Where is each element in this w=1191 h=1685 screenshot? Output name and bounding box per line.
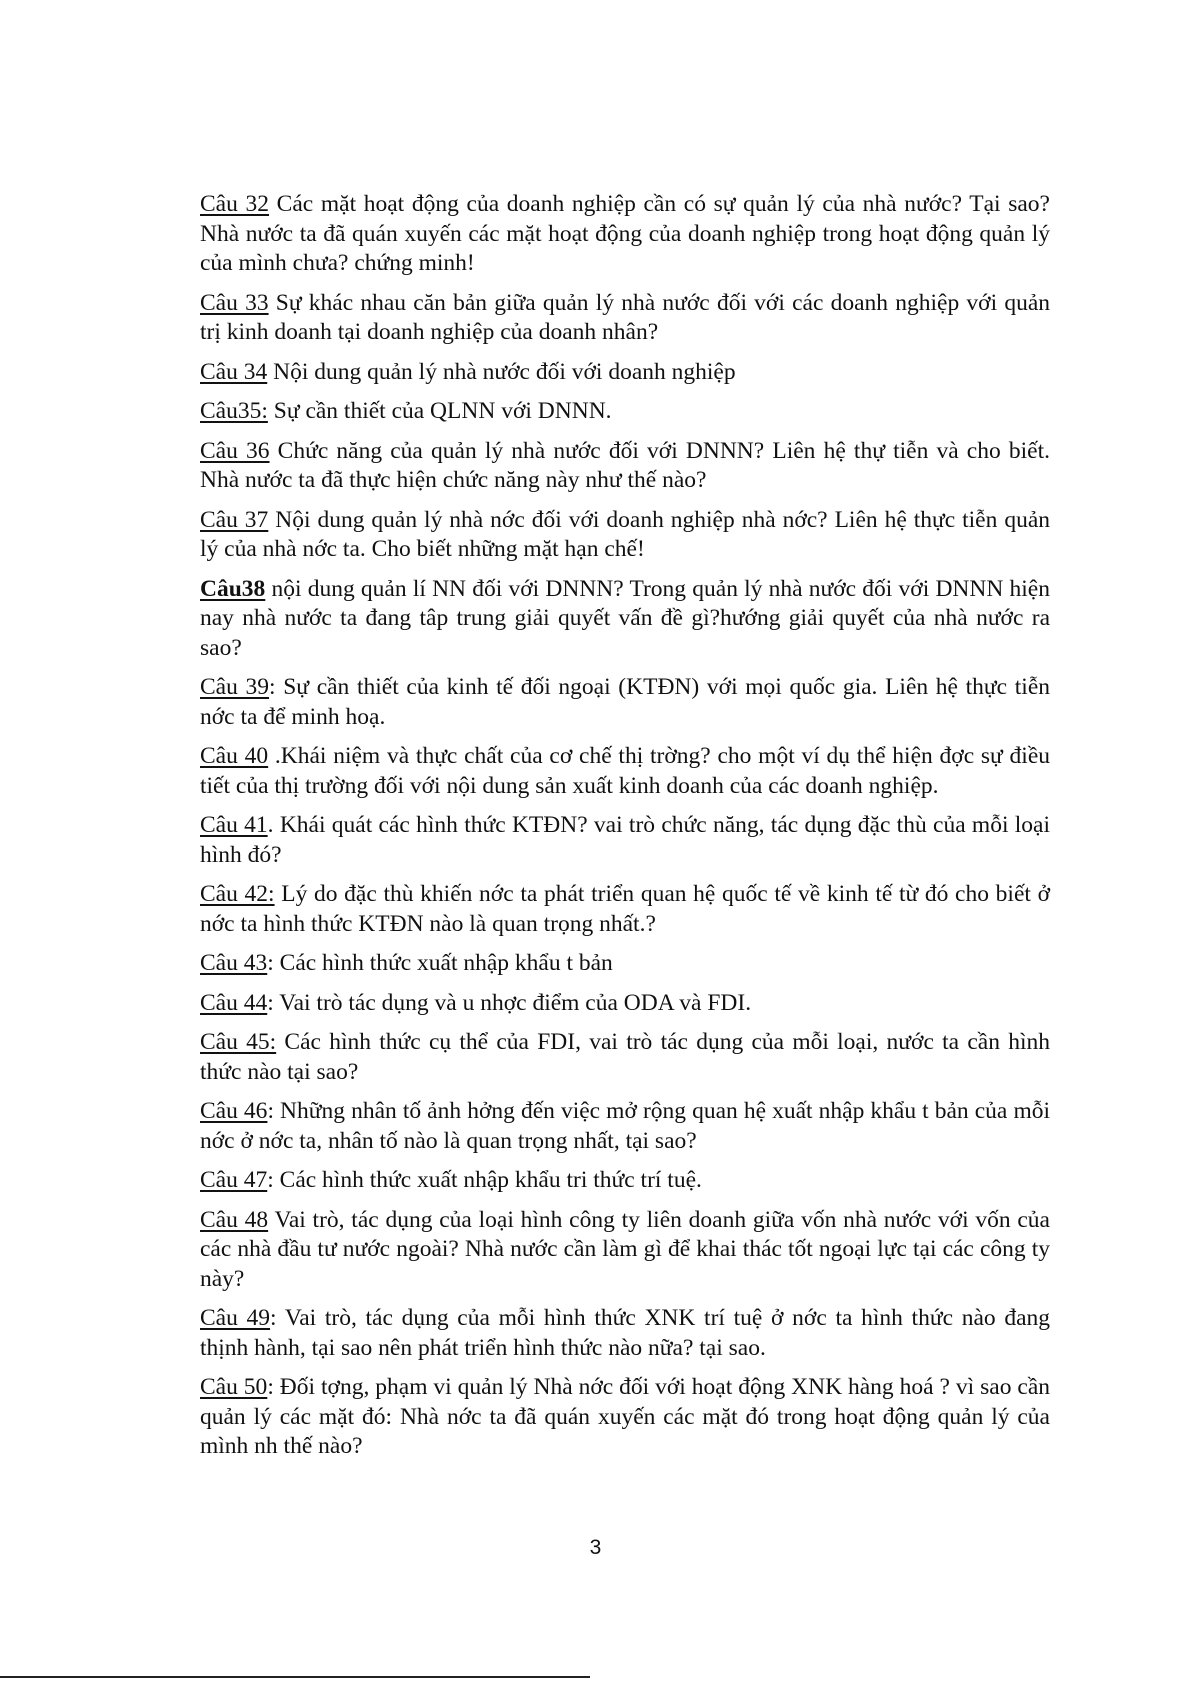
question-text: : Các hình thức xuất nhập khẩu tri thức trí tuệ.	[267, 1167, 702, 1193]
question-44	[200, 989, 1050, 1019]
question-text: Vai trò, tác dụng của loại hình công ty liên doanh giữa vốn nhà nước với vốn của các nhà đầu tư nước ngoài? Nhà nước cần làm gì để khai thác tốt ngoại lực tại các công ty này?	[200, 1206, 1050, 1292]
question-text: .Khái niệm và thực chất của cơ chế thị trờng? cho một ví dụ thể hiện đợc sự điều tiết của thị trường đối với nội dung sản xuất kinh doanh của các doanh nghiệp.	[200, 743, 1050, 799]
question-36	[200, 437, 1050, 496]
question-38	[200, 575, 1050, 664]
question-43	[200, 949, 1050, 979]
question-40	[200, 742, 1050, 801]
question-label: Câu 43	[200, 950, 268, 976]
question-text: nội dung quản lí NN đối với DNNN? Trong quản lý nhà nước đối với DNNN hiện nay nhà nước ta đang tâp trung giải quyết vấn đề gì?hướng giải quyết của nhà nước ra sao?	[200, 575, 1050, 661]
question-label: Câu 40	[200, 743, 269, 769]
question-label: Câu 44	[200, 989, 268, 1016]
question-text: Nội dung quản lý nhà nước đối với doanh nghiệp	[267, 358, 736, 385]
question-label: Câu 32	[200, 191, 270, 217]
question-text: : Sự cần thiết của kinh tế đối ngoại (KTĐN) với mọi quốc gia. Liên hệ thực tiễn nớc ta để minh hoạ.	[200, 674, 1050, 730]
question-text: Các mặt hoạt động của doanh nghiệp cần có sự quản lý của nhà nước? Tại sao? Nhà nước ta đã quán xuyến các mặt hoạt động của doanh nghiệp trong hoạt động quản lý của mình chưa? chứng minh!	[200, 191, 1050, 276]
question-text: . Khái quát các hình thức KTĐN? vai trò chức năng, tác dụng đặc thù của mỗi loại hình đó?	[200, 812, 1050, 868]
question-label: Câu 36	[200, 437, 270, 464]
question-text: : Các hình thức xuất nhập khẩu t bản	[267, 950, 613, 976]
question-47	[200, 1166, 1050, 1196]
question-48	[200, 1206, 1050, 1295]
question-label: Câu 48	[200, 1206, 269, 1233]
question-text: : Vai trò, tác dụng của mỗi hình thức XNK trí tuệ ở nớc ta hình thức nào đang thịnh hành, tại sao nên phát triển hình thức nào nữa? tại sao.	[200, 1305, 1050, 1361]
question-label: Câu38	[200, 575, 266, 602]
question-46	[200, 1097, 1050, 1156]
bottom-divider	[0, 1676, 590, 1678]
question-label: Câu 42:	[200, 881, 275, 907]
question-label: Câu 50	[200, 1374, 268, 1400]
question-text: Nội dung quản lý nhà nớc đối với doanh nghiệp nhà nớc? Liên hệ thực tiễn quản lý của nhà nớc ta. Cho biết những mặt hạn chế!	[200, 506, 1050, 562]
question-41	[200, 811, 1050, 870]
question-34	[200, 358, 1050, 388]
question-42	[200, 880, 1050, 939]
question-text: : Những nhân tố ảnh hởng đến việc mở rộng quan hệ xuất nhập khẩu t bản của mỗi nớc ở nớc ta, nhân tố nào là quan trọng nhất, tại sao?	[200, 1098, 1050, 1154]
page-number: 3	[589, 1536, 602, 1559]
question-label: Câu35:	[200, 398, 268, 424]
question-45	[200, 1028, 1050, 1087]
question-label: Câu 46	[200, 1098, 268, 1124]
question-text: Sự cần thiết của QLNN với DNNN.	[267, 398, 612, 424]
question-label: Câu 37	[200, 506, 269, 533]
question-39	[200, 673, 1050, 732]
question-list	[200, 190, 1050, 1472]
question-50	[200, 1373, 1050, 1462]
question-label: Câu 33	[200, 289, 269, 316]
question-text: Chức năng của quản lý nhà nước đối với DNNN? Liên hệ thự tiễn và cho biết. Nhà nước ta đã thực hiện chức năng này như thế nào?	[200, 437, 1051, 493]
question-text: Các hình thức cụ thể của FDI, vai trò tác dụng của mỗi loại, nước ta cần hình thức nào tại sao?	[200, 1029, 1051, 1085]
question-33	[200, 289, 1050, 348]
question-35	[200, 397, 1050, 427]
question-text: Sự khác nhau căn bản giữa quản lý nhà nước đối với các doanh nghiệp với quản trị kinh doanh tại doanh nghiệp của doanh nhân?	[200, 289, 1051, 345]
question-37	[200, 506, 1050, 565]
question-text: Lý do đặc thù khiến nớc ta phát triển quan hệ quốc tế về kinh tế từ đó cho biết ở nớc ta hình thức KTĐN nào là quan trọng nhất.?	[200, 881, 1050, 937]
question-text: : Vai trò tác dụng và u nhợc điểm của ODA và FDI.	[267, 989, 752, 1016]
question-label: Câu 49	[200, 1305, 271, 1331]
question-label: Câu 39	[200, 674, 270, 700]
question-label: Câu 47	[200, 1167, 268, 1193]
question-label: Câu 41	[200, 812, 268, 838]
question-label: Câu 34	[200, 358, 268, 385]
question-32	[200, 190, 1050, 279]
question-text: : Đối tợng, phạm vi quản lý Nhà nớc đối với hoạt động XNK hàng hoá ? vì sao cần quản lý các mặt đó: Nhà nớc ta đã quán xuyến các mặt đó trong hoạt động quản lý của mình nh thế nào?	[200, 1374, 1050, 1459]
question-label: Câu 45:	[200, 1029, 277, 1055]
question-49	[200, 1304, 1050, 1363]
